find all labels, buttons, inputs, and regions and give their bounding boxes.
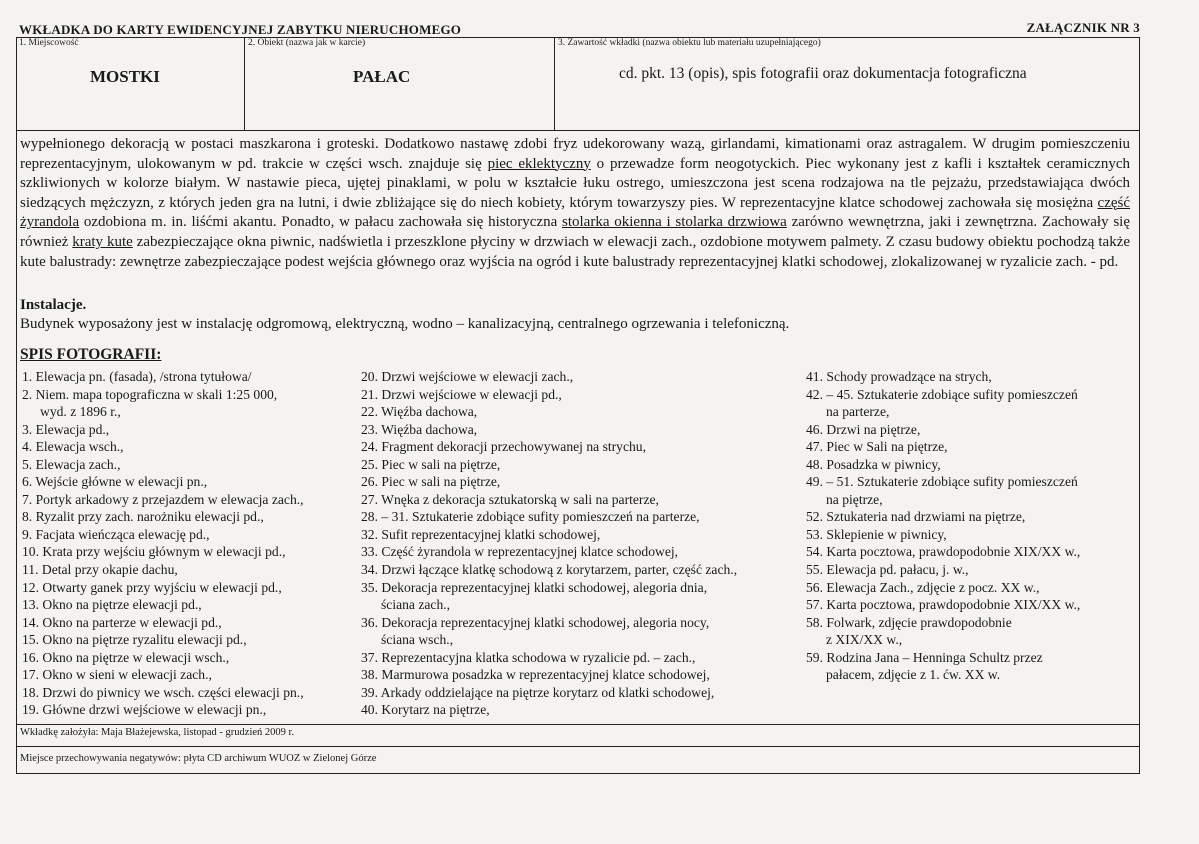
- installations-heading: Instalacje.: [20, 297, 87, 313]
- photo-item: 1. Elewacja pn. (fasada), /strona tytułowa/: [22, 369, 252, 384]
- photo-item: 11. Detal przy okapie dachu,: [22, 562, 178, 578]
- photo-item: 23. Więźba dachowa,: [361, 421, 478, 437]
- photo-item-cont: ściana zach.,: [381, 597, 451, 613]
- photo-item: 36. Dekoracja reprezentacyjnej klatki schodowej, alegoria nocy,: [361, 614, 710, 630]
- annex-number: ZAŁĄCZNIK NR 3: [1026, 20, 1140, 35]
- photo-item: 58. Folwark, zdjęcie prawdopodobnie: [806, 614, 1012, 630]
- photo-item-cont: na parterze,: [826, 404, 890, 420]
- desc-part: ozdobiona m. in. liśćmi akantu. Ponadto, w pałacu zachowała się historyczna: [79, 214, 562, 231]
- photo-item: 4. Elewacja wsch.,: [22, 439, 124, 455]
- photo-item: 16. Okno na piętrze w elewacji wsch.,: [22, 649, 230, 665]
- photo-list-col3: [806, 368, 1136, 684]
- cell-contents: [555, 37, 1140, 130]
- photo-list-col1: [22, 368, 357, 719]
- photo-item: 46. Drzwi na piętrze,: [806, 421, 921, 437]
- desc-part: o przewadze form neogotyckich. Piec wykonany jest z kafli i kształtek ceramicznych szkliwionych w kolorze białym. W nastawie pieca, ujętej pinaklami, w polu w kształcie łuku ostrego, umieszczona jest scena rodzajowa na tle pejzażu, przedstawiająca dwóch siedzących mężczyzn, z których jeden gra na lutni, i dwie zbliżające się do niech kobiety, którym towarzyszy pies. W reprezentacyjne klatce schodowej zachowała się mosiężna: [20, 155, 1130, 211]
- photo-item: 3. Elewacja pd.,: [22, 421, 110, 437]
- photo-list-col2: [361, 368, 801, 719]
- photo-item: 52. Sztukateria nad drzwiami na piętrze,: [806, 509, 1026, 525]
- negatives-storage: Miejsce przechowywania negatywów: płyta CD archiwum WUOZ w Zielonej Górze: [20, 753, 377, 764]
- photo-item: 20. Drzwi wejściowe w elewacji zach.,: [361, 369, 574, 384]
- object-value: PAŁAC: [353, 67, 411, 86]
- cell-object: [245, 37, 555, 130]
- photo-item: 6. Wejście główne w elewacji pn.,: [22, 474, 208, 490]
- photo-item-cont: na piętrze,: [826, 491, 883, 507]
- photo-item: 54. Karta pocztowa, prawdopodobnie XIX/XX w.,: [806, 544, 1081, 560]
- desc-grilles: kraty kute: [72, 233, 133, 250]
- photo-item: 27. Wnęka z dekoracja sztukatorską w sali na parterze,: [361, 491, 659, 507]
- photo-item-cont: pałacem, zdjęcie z 1. ćw. XX w.: [826, 667, 1001, 683]
- photo-item: 18. Drzwi do piwnicy we wsch. części elewacji pn.,: [22, 684, 304, 700]
- photo-item: 33. Część żyrandola w reprezentacyjnej klatce schodowej,: [361, 544, 679, 560]
- photo-item: 9. Facjata wieńcząca elewację pd.,: [22, 526, 210, 542]
- installations-text: Budynek wyposażony jest w instalację odgromową, elektryczną, wodno – kanalizacyjną, centralnego ogrzewania i telefoniczną.: [20, 316, 790, 332]
- photo-item: 42. – 45. Sztukaterie zdobiące sufity pomieszczeń: [806, 386, 1078, 402]
- desc-stove: piec eklektyczny: [487, 155, 591, 172]
- photo-item: 2. Niem. mapa topograficzna w skali 1:25 000,: [22, 386, 278, 402]
- photo-item: 13. Okno na piętrze elewacji pd.,: [22, 597, 202, 613]
- photo-item: 34. Drzwi łączące klatkę schodową z korytarzem, parter, część zach.,: [361, 562, 738, 578]
- photo-item: 19. Główne drzwi wejściowe w elewacji pn.,: [22, 702, 267, 718]
- photo-item: 48. Posadzka w piwnicy,: [806, 456, 941, 472]
- header-cells: [16, 37, 1140, 131]
- photo-item: 35. Dekoracja reprezentacyjnej klatki schodowej, alegoria dnia,: [361, 579, 708, 595]
- photo-item: 8. Ryzalit przy zach. narożniku elewacji pd.,: [22, 509, 264, 525]
- photo-item: 22. Więźba dachowa,: [361, 404, 478, 420]
- contents-value: cd. pkt. 13 (opis), spis fotografii oraz dokumentacja fotograficzna: [619, 65, 1027, 82]
- photo-item: 17. Okno w sieni w elewacji zach.,: [22, 667, 212, 683]
- footer-prepared-row: [16, 724, 1140, 746]
- footer-storage-row: [16, 746, 1140, 774]
- photo-item: 26. Piec w sali na piętrze,: [361, 474, 501, 490]
- photo-item: 5. Elewacja zach.,: [22, 456, 121, 472]
- photo-item: 37. Reprezentacyjna klatka schodowa w ryzalicie pd. – zach.,: [361, 649, 696, 665]
- photo-item: 24. Fragment dekoracji przechowywanej na strychu,: [361, 439, 646, 455]
- photo-item: 59. Rodzina Jana – Henninga Schultz przez: [806, 649, 1043, 665]
- photo-item: 14. Okno na parterze w elewacji pd.,: [22, 614, 222, 630]
- photo-item: 55. Elewacja pd. pałacu, j. w.,: [806, 562, 969, 578]
- photo-item: 21. Drzwi wejściowe w elewacji pd.,: [361, 386, 562, 402]
- photo-item: 49. – 51. Sztukaterie zdobiące sufity pomieszczeń: [806, 474, 1078, 490]
- photo-item: 40. Korytarz na piętrze,: [361, 702, 490, 718]
- photo-list-heading: SPIS FOTOGRAFII:: [20, 346, 162, 363]
- object-label: 2. Obiekt (nazwa jak w karcie): [248, 38, 366, 48]
- photo-item: 38. Marmurowa posadzka w reprezentacyjnej klatce schodowej,: [361, 667, 710, 683]
- photo-item: 10. Krata przy wejściu głównym w elewacji pd.,: [22, 544, 286, 560]
- photo-item: 7. Portyk arkadowy z przejazdem w elewacja zach.,: [22, 491, 304, 507]
- photo-item: 53. Sklepienie w piwnicy,: [806, 526, 947, 542]
- contents-label: 3. Zawartość wkładki (nazwa obiektu lub materiału uzupełniającego): [558, 38, 821, 48]
- desc-part: wypełnionego dekoracją w postaci maszkarona i groteski. Dodatkowo nastawę zdobi fryz udekorowany wazą, girlandami, kimationami oraz astragalem. W drugim pomieszczeniu reprezentacyjnym, ulokowanym w pd. trakcie w części wsch. znajduje się: [20, 136, 1130, 172]
- cell-locality: [16, 37, 245, 130]
- prepared-by: Wkładkę założyła: Maja Błażejewska, listopad - grudzień 2009 r.: [20, 727, 295, 738]
- photo-item-cont: wyd. z 1896 r.,: [40, 404, 121, 420]
- photo-item: 25. Piec w sali na piętrze,: [361, 456, 501, 472]
- photo-item: 15. Okno na piętrze ryzalitu elewacji pd.,: [22, 632, 247, 648]
- photo-item-cont: z XIX/XX w.,: [826, 632, 903, 648]
- desc-joinery: stolarka okienna i stolarka drzwiowa: [562, 214, 787, 231]
- description-paragraph: [20, 135, 1130, 272]
- desc-part: zarówno wewnętrzna, jaki i zewnętrzna. Zachowały się również: [20, 214, 1130, 250]
- locality-value: MOSTKI: [90, 67, 160, 86]
- desc-chandelier: część żyrandola: [20, 194, 1130, 231]
- photo-item: 47. Piec w Sali na piętrze,: [806, 439, 948, 455]
- card-title: WKŁADKA DO KARTY EWIDENCYJNEJ ZABYTKU NIERUCHOMEGO: [19, 22, 462, 37]
- photo-item: 32. Sufit reprezentacyjnej klatki schodowej,: [361, 526, 601, 542]
- photo-item-cont: ściana wsch.,: [381, 632, 454, 648]
- photo-item: 56. Elewacja Zach., zdjęcie z pocz. XX w.,: [806, 579, 1040, 595]
- photo-item: 41. Schody prowadzące na strych,: [806, 369, 992, 384]
- photo-item: 28. – 31. Sztukaterie zdobiące sufity pomieszczeń na parterze,: [361, 509, 700, 525]
- photo-item: 12. Otwarty ganek przy wyjściu w elewacji pd.,: [22, 579, 282, 595]
- desc-part: zabezpieczające okna piwnic, nadświetla i przeszklone płyciny w drzwiach w elewacji zach., ozdobione motywem palmety. Z czasu budowy obiektu pochodzą także kute balustrady: zewnętrze zabezpieczające podest wejścia głównego oraz wyjścia na ogród i kute balustrady reprezentacyjnej klatki schodowej, zlokalizowanej w ryzalicie zach. - pd.: [20, 233, 1131, 270]
- photo-item: 39. Arkady oddzielające na piętrze korytarz od klatki schodowej,: [361, 684, 715, 700]
- locality-label: 1. Miejscowość: [19, 38, 79, 48]
- photo-item: 57. Karta pocztowa, prawdopodobnie XIX/XX w.,: [806, 597, 1081, 613]
